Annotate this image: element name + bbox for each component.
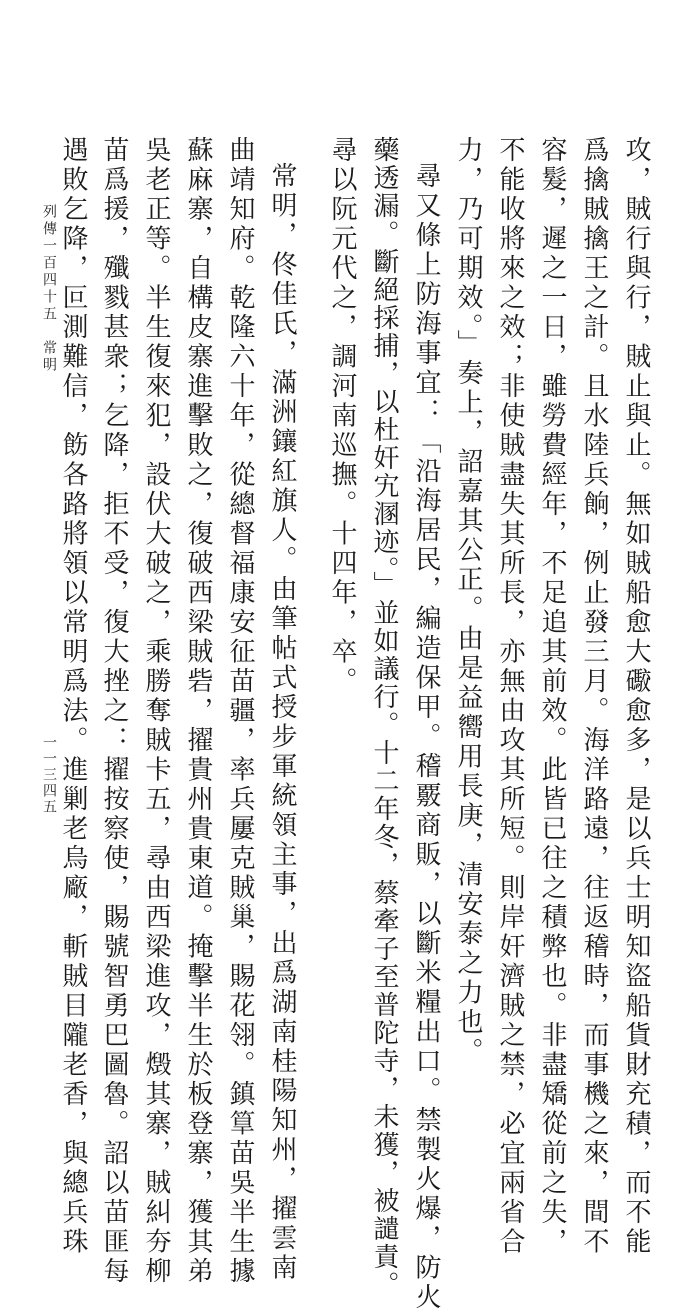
running-header: 列傳一百四十五 常明: [41, 204, 57, 374]
text-column-11: 蘇麻寨，自構皮寨進擊敗之，復破西梁賊砦，擢貴州貴東道。掩擊半生於板登寨，獲其弟: [183, 136, 213, 1287]
text-column-14: 遇敗乞降，叵測難信，飭各路將領以常明爲法。進剿老烏廠，斬賊目隴老香，與總兵珠: [58, 136, 88, 1257]
text-column-7: 藥透漏。斷絕採捕，以杜奸宄溷迹。」並如議行。十二年冬，蔡牽子至普陀寺，未獲，被譴責。: [369, 136, 399, 1299]
text-column-3: 容髮，遲之一日，雖勞費經年，不足追其前效。此皆已往之積弊也。非盡矯從前之失，: [537, 136, 567, 1257]
text-column-12: 吳老正等。半生復來犯，設伏大破之，乘勝奪賊卡五，尋由西梁進攻，燬其寨，賊糾夯柳: [141, 136, 171, 1287]
text-column-10: 曲靖知府。乾隆六十年，從總督福康安征苗疆，率兵屢克賊巢，賜花翎。鎮筸苗吳半生據: [225, 136, 255, 1287]
text-column-9: 常明，佟佳氏，滿洲鑲紅旗人。由筆帖式授步軍統領主事，出爲湖南桂陽知州，擢雲南: [267, 162, 297, 1283]
text-column-6: 尋又條上防海事宜：「沿海居民，編造保甲。稽覈商販，以斷米糧出口。禁製火爆，防火: [411, 162, 441, 1313]
page-number: 一一三四五: [41, 735, 57, 815]
text-column-4: 不能收將來之效；非使賊盡失其所長，亦無由攻其所短。則岸奸濟賊之禁，必宜兩省合: [495, 136, 525, 1257]
text-column-1: 攻，賊行與行，賊止與止。無如賊船愈大礮愈多，是以兵士明知盜船貨財充積，而不能: [621, 136, 651, 1257]
text-column-13: 苗爲援，殲戮甚衆；乞降，拒不受，復大挫之：擢按察使，賜號智勇巴圖魯。詔以苗匪每: [99, 136, 129, 1287]
text-column-5: 力，乃可期效。」奏上，詔嘉其公正。由是益嚮用長庚，清安泰之力也。: [453, 136, 483, 1067]
text-column-2: 爲擒賊擒王之計。且水陸兵餉，例止發三月。海洋路遠，往返稽時，而事機之來，間不: [579, 136, 609, 1257]
text-column-8: 尋以阮元代之，調河南巡撫。十四年，卒。: [327, 136, 357, 697]
